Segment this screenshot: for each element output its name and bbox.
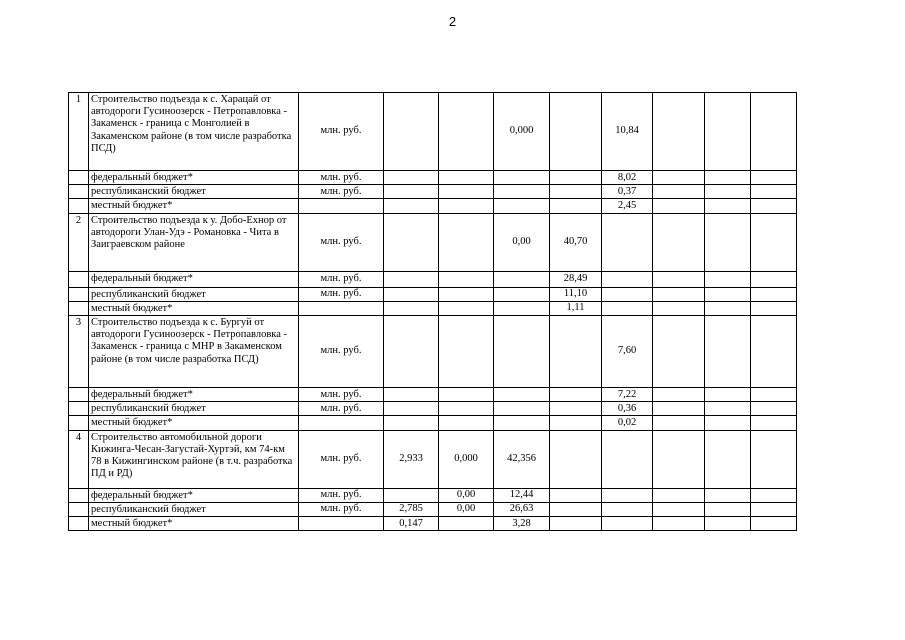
value-cell-v3 xyxy=(494,185,550,199)
value-cell-v8 xyxy=(751,316,797,388)
value-cell-v6 xyxy=(653,517,705,531)
value-cell-v4 xyxy=(550,517,602,531)
value-cell-v4 xyxy=(550,488,602,502)
value-cell-v3: 0,000 xyxy=(494,93,550,171)
unit-cell: млн. руб. xyxy=(299,402,384,416)
value-cell-v6 xyxy=(653,488,705,502)
value-cell-v5 xyxy=(602,301,653,315)
value-cell-v8 xyxy=(751,416,797,430)
table-row xyxy=(69,416,797,430)
value-cell-v2 xyxy=(439,271,494,287)
unit-cell: млн. руб. xyxy=(299,93,384,171)
item-name-cell: республиканский бюджет xyxy=(89,402,299,416)
value-cell-v4 xyxy=(550,430,602,488)
value-cell-v5: 7,60 xyxy=(602,316,653,388)
value-cell-v7 xyxy=(705,171,751,185)
value-cell-v7 xyxy=(705,316,751,388)
value-cell-v1 xyxy=(384,316,439,388)
value-cell-v5 xyxy=(602,502,653,516)
value-cell-v5 xyxy=(602,430,653,488)
value-cell-v2 xyxy=(439,402,494,416)
unit-cell: млн. руб. xyxy=(299,488,384,502)
item-name-cell: республиканский бюджет xyxy=(89,502,299,516)
value-cell-v1 xyxy=(384,213,439,271)
value-cell-v2 xyxy=(439,199,494,213)
value-cell-v1: 0,147 xyxy=(384,517,439,531)
unit-cell: млн. руб. xyxy=(299,388,384,402)
value-cell-v1 xyxy=(384,301,439,315)
row-number-cell: 4 xyxy=(69,430,89,488)
table-row xyxy=(69,93,797,171)
unit-cell: млн. руб. xyxy=(299,171,384,185)
value-cell-v5: 0,02 xyxy=(602,416,653,430)
value-cell-v6 xyxy=(653,271,705,287)
value-cell-v8 xyxy=(751,171,797,185)
value-cell-v4 xyxy=(550,171,602,185)
value-cell-v7 xyxy=(705,402,751,416)
value-cell-v8 xyxy=(751,402,797,416)
row-number-cell xyxy=(69,287,89,301)
value-cell-v7 xyxy=(705,488,751,502)
unit-cell: млн. руб. xyxy=(299,213,384,271)
value-cell-v2 xyxy=(439,171,494,185)
table-row xyxy=(69,430,797,488)
value-cell-v4: 28,49 xyxy=(550,271,602,287)
value-cell-v6 xyxy=(653,185,705,199)
unit-cell: млн. руб. xyxy=(299,502,384,516)
value-cell-v3 xyxy=(494,271,550,287)
value-cell-v4 xyxy=(550,316,602,388)
value-cell-v4 xyxy=(550,185,602,199)
row-number-cell xyxy=(69,301,89,315)
value-cell-v6 xyxy=(653,171,705,185)
value-cell-v2 xyxy=(439,213,494,271)
row-number-cell: 1 xyxy=(69,93,89,171)
value-cell-v8 xyxy=(751,287,797,301)
row-number-cell xyxy=(69,416,89,430)
value-cell-v5 xyxy=(602,488,653,502)
item-name-cell: федеральный бюджет* xyxy=(89,488,299,502)
value-cell-v8 xyxy=(751,271,797,287)
table-row xyxy=(69,271,797,287)
row-number-cell xyxy=(69,199,89,213)
value-cell-v7 xyxy=(705,430,751,488)
value-cell-v7 xyxy=(705,185,751,199)
table-row xyxy=(69,316,797,388)
row-number-cell: 2 xyxy=(69,213,89,271)
value-cell-v5: 0,36 xyxy=(602,402,653,416)
value-cell-v5 xyxy=(602,271,653,287)
table-row xyxy=(69,171,797,185)
value-cell-v4 xyxy=(550,93,602,171)
value-cell-v8 xyxy=(751,517,797,531)
value-cell-v6 xyxy=(653,287,705,301)
table-row xyxy=(69,213,797,271)
unit-cell: млн. руб. xyxy=(299,271,384,287)
value-cell-v1: 2,933 xyxy=(384,430,439,488)
value-cell-v6 xyxy=(653,93,705,171)
value-cell-v2 xyxy=(439,416,494,430)
value-cell-v1 xyxy=(384,287,439,301)
value-cell-v3 xyxy=(494,402,550,416)
unit-cell xyxy=(299,301,384,315)
value-cell-v1 xyxy=(384,416,439,430)
table-row xyxy=(69,517,797,531)
value-cell-v4: 40,70 xyxy=(550,213,602,271)
value-cell-v7 xyxy=(705,93,751,171)
table-row xyxy=(69,199,797,213)
value-cell-v6 xyxy=(653,416,705,430)
table-row xyxy=(69,301,797,315)
value-cell-v2: 0,000 xyxy=(439,430,494,488)
table-row xyxy=(69,402,797,416)
value-cell-v3 xyxy=(494,316,550,388)
value-cell-v8 xyxy=(751,430,797,488)
value-cell-v7 xyxy=(705,517,751,531)
value-cell-v5 xyxy=(602,517,653,531)
value-cell-v5: 10,84 xyxy=(602,93,653,171)
value-cell-v3: 26,63 xyxy=(494,502,550,516)
value-cell-v5: 0,37 xyxy=(602,185,653,199)
value-cell-v2 xyxy=(439,93,494,171)
unit-cell xyxy=(299,416,384,430)
table-row xyxy=(69,488,797,502)
value-cell-v4 xyxy=(550,388,602,402)
item-name-cell: федеральный бюджет* xyxy=(89,171,299,185)
value-cell-v7 xyxy=(705,213,751,271)
row-number-cell xyxy=(69,402,89,416)
table-row xyxy=(69,185,797,199)
unit-cell: млн. руб. xyxy=(299,287,384,301)
value-cell-v3 xyxy=(494,388,550,402)
item-name-cell: местный бюджет* xyxy=(89,416,299,430)
value-cell-v3 xyxy=(494,171,550,185)
value-cell-v3 xyxy=(494,199,550,213)
value-cell-v5: 7,22 xyxy=(602,388,653,402)
value-cell-v8 xyxy=(751,301,797,315)
value-cell-v3 xyxy=(494,301,550,315)
value-cell-v6 xyxy=(653,301,705,315)
value-cell-v4: 11,10 xyxy=(550,287,602,301)
value-cell-v2: 0,00 xyxy=(439,488,494,502)
row-number-cell xyxy=(69,517,89,531)
value-cell-v6 xyxy=(653,388,705,402)
unit-cell: млн. руб. xyxy=(299,185,384,199)
budget-table xyxy=(68,92,797,531)
value-cell-v6 xyxy=(653,213,705,271)
value-cell-v8 xyxy=(751,488,797,502)
table-row xyxy=(69,388,797,402)
unit-cell xyxy=(299,517,384,531)
unit-cell: млн. руб. xyxy=(299,316,384,388)
value-cell-v7 xyxy=(705,287,751,301)
item-name-cell: Строительство автомобильной дороги Кижинга-Чесан-Загустай-Хуртэй, км 74-км 78 в Кижингинском районе (в т.ч. разработка ПД и РД) xyxy=(89,430,299,488)
value-cell-v1 xyxy=(384,402,439,416)
value-cell-v7 xyxy=(705,502,751,516)
value-cell-v4 xyxy=(550,502,602,516)
row-number-cell xyxy=(69,502,89,516)
value-cell-v2 xyxy=(439,301,494,315)
value-cell-v3 xyxy=(494,287,550,301)
value-cell-v4: 1,11 xyxy=(550,301,602,315)
table-row xyxy=(69,502,797,516)
value-cell-v3: 0,00 xyxy=(494,213,550,271)
value-cell-v1: 2,785 xyxy=(384,502,439,516)
row-number-cell xyxy=(69,185,89,199)
value-cell-v2 xyxy=(439,388,494,402)
value-cell-v7 xyxy=(705,301,751,315)
value-cell-v1 xyxy=(384,199,439,213)
value-cell-v3 xyxy=(494,416,550,430)
page-number: 2 xyxy=(448,14,457,29)
value-cell-v1 xyxy=(384,488,439,502)
row-number-cell xyxy=(69,488,89,502)
item-name-cell: Строительство подъезда к у. Добо-Ехнор от автодороги Улан-Удэ - Романовка - Чита в Заиграевском районе xyxy=(89,213,299,271)
item-name-cell: местный бюджет* xyxy=(89,199,299,213)
row-number-cell: 3 xyxy=(69,316,89,388)
value-cell-v7 xyxy=(705,388,751,402)
value-cell-v1 xyxy=(384,171,439,185)
item-name-cell: местный бюджет* xyxy=(89,301,299,315)
unit-cell: млн. руб. xyxy=(299,430,384,488)
item-name-cell: местный бюджет* xyxy=(89,517,299,531)
value-cell-v2: 0,00 xyxy=(439,502,494,516)
value-cell-v8 xyxy=(751,199,797,213)
value-cell-v7 xyxy=(705,199,751,213)
value-cell-v4 xyxy=(550,416,602,430)
value-cell-v4 xyxy=(550,199,602,213)
value-cell-v1 xyxy=(384,271,439,287)
value-cell-v5: 8,02 xyxy=(602,171,653,185)
row-number-cell xyxy=(69,271,89,287)
value-cell-v6 xyxy=(653,502,705,516)
value-cell-v5: 2,45 xyxy=(602,199,653,213)
value-cell-v7 xyxy=(705,416,751,430)
table-row xyxy=(69,287,797,301)
value-cell-v5 xyxy=(602,287,653,301)
item-name-cell: федеральный бюджет* xyxy=(89,271,299,287)
value-cell-v3: 42,356 xyxy=(494,430,550,488)
item-name-cell: республиканский бюджет xyxy=(89,185,299,199)
unit-cell xyxy=(299,199,384,213)
value-cell-v2 xyxy=(439,316,494,388)
value-cell-v6 xyxy=(653,430,705,488)
value-cell-v1 xyxy=(384,185,439,199)
value-cell-v8 xyxy=(751,93,797,171)
value-cell-v8 xyxy=(751,502,797,516)
item-name-cell: федеральный бюджет* xyxy=(89,388,299,402)
value-cell-v1 xyxy=(384,93,439,171)
value-cell-v8 xyxy=(751,185,797,199)
value-cell-v2 xyxy=(439,185,494,199)
value-cell-v6 xyxy=(653,316,705,388)
value-cell-v8 xyxy=(751,213,797,271)
item-name-cell: республиканский бюджет xyxy=(89,287,299,301)
row-number-cell xyxy=(69,388,89,402)
value-cell-v2 xyxy=(439,517,494,531)
value-cell-v7 xyxy=(705,271,751,287)
value-cell-v6 xyxy=(653,199,705,213)
table-body xyxy=(69,93,797,531)
item-name-cell: Строительство подъезда к с. Бургуй от автодороги Гусиноозерск - Петропавловка - Закаменск - граница с МНР в Закаменском районе (в том числе разработка ПСД) xyxy=(89,316,299,388)
value-cell-v8 xyxy=(751,388,797,402)
value-cell-v3: 12,44 xyxy=(494,488,550,502)
value-cell-v2 xyxy=(439,287,494,301)
value-cell-v4 xyxy=(550,402,602,416)
value-cell-v3: 3,28 xyxy=(494,517,550,531)
value-cell-v6 xyxy=(653,402,705,416)
item-name-cell: Строительство подъезда к с. Харацай от автодороги Гусиноозерск - Петропавловка - Закаменск - граница с Монголией в Закаменском районе (в том числе разработка ПСД) xyxy=(89,93,299,171)
value-cell-v1 xyxy=(384,388,439,402)
value-cell-v5 xyxy=(602,213,653,271)
row-number-cell xyxy=(69,171,89,185)
